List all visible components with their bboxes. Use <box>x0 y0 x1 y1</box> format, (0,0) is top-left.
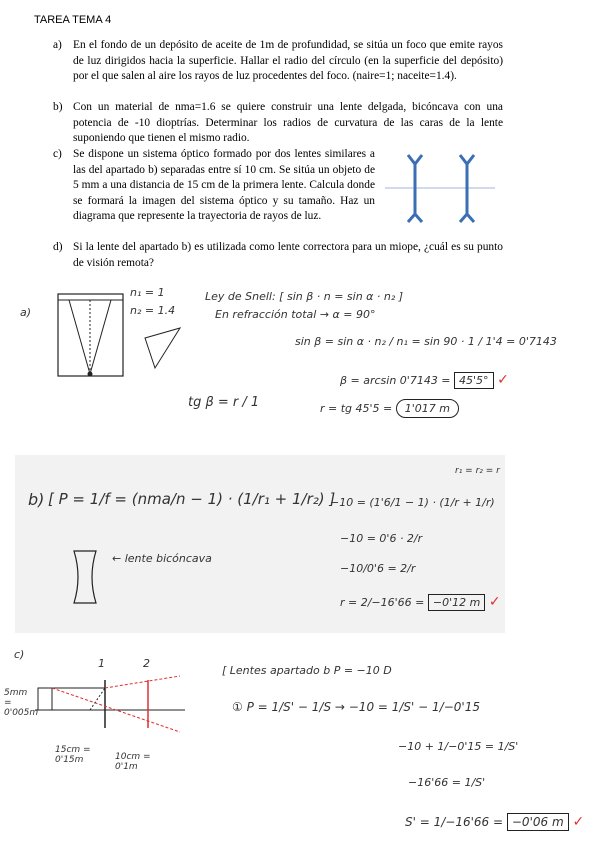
c-eq4 <box>405 814 584 830</box>
beta-eq <box>340 372 509 388</box>
sin-beta-eq: sin β = sin α · n₂ / n₁ = sin 90 · 1 / 1'4 = 0'7143 <box>295 335 557 348</box>
r-value: −0'12 m <box>428 594 485 611</box>
check-icon: ✓ <box>572 814 585 830</box>
beta-label: β = arcsin 0'7143 = <box>340 374 451 387</box>
b-eq3: −10/0'6 = 2/r <box>340 562 416 575</box>
r-label: r = 2/−16'66 = <box>340 596 425 609</box>
c-intro: [ Lentes apartado b P = −10 D <box>222 664 392 677</box>
c-eq2: −10 + 1/−0'15 = 1/S' <box>398 740 519 753</box>
beta-value: 45'5° <box>454 372 494 389</box>
equal-radii-note: r₁ = r₂ = r <box>455 466 500 476</box>
lens-system-figure <box>380 150 500 225</box>
answer-c-label: c) <box>14 648 25 661</box>
tank-diagram <box>55 288 205 383</box>
object-size: 5mm = 0'005m <box>4 688 39 718</box>
snell-law: Ley de Snell: [ sin β · n = sin α · n₂ ] <box>205 290 404 303</box>
question-c <box>53 147 375 225</box>
tan-beta-eq: tg β = r / 1 <box>188 395 260 410</box>
distance-1: 15cm = 0'15m <box>55 745 91 765</box>
lens-formula: [ P = 1/f = (nma/n − 1) · (1/r₁ + 1/r₂) ] <box>48 490 336 508</box>
answer-b-label: b) <box>28 490 45 509</box>
radius-eq <box>320 402 459 415</box>
question-label: a) <box>53 39 62 51</box>
n1-note: n₁ = 1 <box>130 286 165 299</box>
biconcave-lens-sketch <box>70 548 100 606</box>
b-eq4 <box>340 594 501 610</box>
radius-value: 1'017 m <box>396 399 459 418</box>
question-b <box>53 100 503 147</box>
check-icon: ✓ <box>497 372 509 388</box>
question-d <box>53 240 503 271</box>
page-title: TAREA TEMA 4 <box>34 14 112 26</box>
lens-1-marker: 1 <box>98 657 105 670</box>
biconcave-label: ← lente bicóncava <box>112 552 212 565</box>
c-eq3: −16'66 = 1/S' <box>408 776 486 789</box>
question-text: En el fondo de un depósito de aceite de 1m de profundidad, se sitúa un foco que emite rayos de luz dirigidos hacia la superficie. Hallar el radio del círculo (en la superficie del depósito) por el que salen al aire los rayos de luz procedentes del foco. (naire=1; naceite=1.4). <box>73 39 503 83</box>
lens-2-marker: 2 <box>143 657 150 670</box>
total-refraction: En refracción total → α = 90° <box>215 308 376 321</box>
n2-note: n₂ = 1.4 <box>130 304 176 317</box>
b-eq1: −10 = (1'6/1 − 1) · (1/r + 1/r) <box>330 496 495 509</box>
b-eq2: −10 = 0'6 · 2/r <box>340 532 423 545</box>
question-a <box>53 38 503 85</box>
question-label: b) <box>53 101 63 113</box>
question-text: Con un material de nma=1.6 se quiere construir una lente delgada, bicóncava con una potencia de -10 dioptrías. Determinar los radios de curvatura de las caras de la lente suponiendo que tienen el mismo radio. <box>73 101 503 145</box>
c-eq1: ① P = 1/S' − 1/S → −10 = 1/S' − 1/−0'15 <box>232 700 480 714</box>
s-label: S' = 1/−16'66 = <box>405 815 504 829</box>
question-text: Si la lente del apartado b) es utilizada como lente correctora para un miope, ¿cuál es su punto de visión remota? <box>73 241 503 269</box>
ray-diagram <box>30 670 190 745</box>
question-text: Se dispone un sistema óptico formado por dos lentes similares a las del apartado b) separadas entre sí 10 cm. Se sitúa un objeto de 5 mm a una distancia de 15 cm de la primera lente. Calcula donde se formará la imagen del sistema óptico y su tamaño. Haz un diagrama que represente la trayectoria de rayos de luz. <box>73 148 375 223</box>
question-label: d) <box>53 241 63 253</box>
check-icon: ✓ <box>488 594 501 610</box>
question-label: c) <box>53 148 62 160</box>
radius-label: r = tg 45'5 = <box>320 402 393 415</box>
answer-a-label: a) <box>20 306 32 319</box>
s-value: −0'06 m <box>507 813 569 831</box>
distance-2: 10cm = 0'1m <box>115 752 151 772</box>
